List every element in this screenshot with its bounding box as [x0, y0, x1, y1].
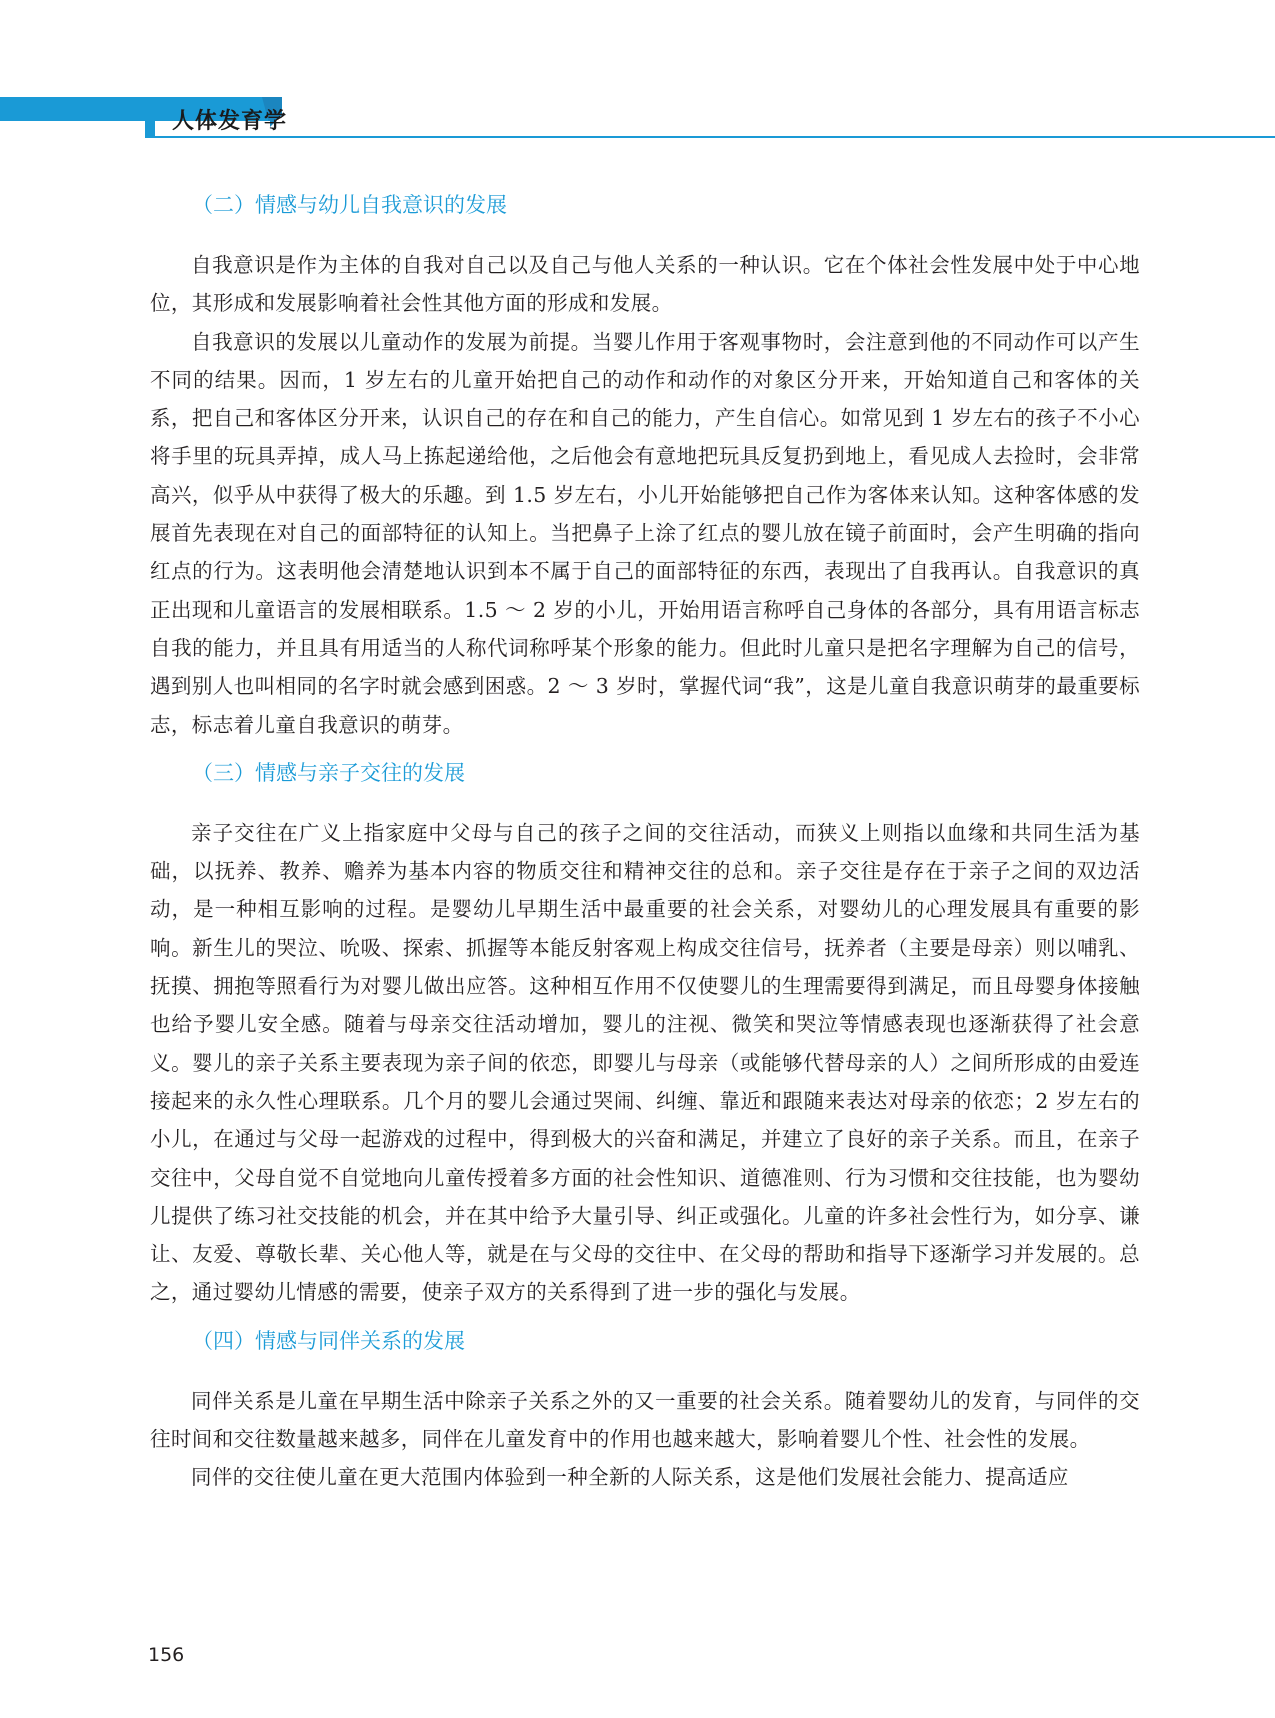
paragraph: 亲子交往在广义上指家庭中父母与自己的孩子之间的交往活动，而狭义上则指以血缘和共同生活为基础，以抚养、教养、赡养为基本内容的物质交往和精神交往的总和。亲子交往是存在于亲子之间的双边活动，是一种相互影响的过程。是婴幼儿早期生活中最重要的社会关系，对婴幼儿的心理发展具有重要的影响。新生儿的哭泣、吮吸、探索、抓握等本能反射客观上构成交往信号，抚养者（主要是母亲）则以哺乳、抚摸、拥抱等照看行为对婴儿做出应答。这种相互作用不仅使婴儿的生理需要得到满足，而且母婴身体接触也给予婴儿安全感。随着与母亲交往活动增加，婴儿的注视、微笑和哭泣等情感表现也逐渐获得了社会意义。婴儿的亲子关系主要表现为亲子间的依恋，即婴儿与母亲（或能够代替母亲的人）之间所形成的由爱连接起来的永久性心理联系。几个月的婴儿会通过哭闹、纠缠、靠近和跟随来表达对母亲的依恋；2 岁左右的小儿，在通过与父母一起游戏的过程中，得到极大的兴奋和满足，并建立了良好的亲子关系。而且，在亲子交往中，父母自觉不自觉地向儿童传授着多方面的社会性知识、道德准则、行为习惯和交往技能，也为婴幼儿提供了练习社交技能的机会，并在其中给予大量引导、纠正或强化。儿童的许多社会性行为，如分享、谦让、友爱、尊敬长辈、关心他人等，就是在与父母的交往中、在父母的帮助和指导下逐渐学习并发展的。总之，通过婴幼儿情感的需要，使亲子双方的关系得到了进一步的强化与发展。: [150, 820, 1140, 1305]
paragraph: 同伴关系是儿童在早期生活中除亲子关系之外的又一重要的社会关系。随着婴幼儿的发育，与同伴的交往时间和交往数量越来越多，同伴在儿童发育中的作用也越来越大，影响着婴儿个性、社会性的发展。: [150, 1388, 1140, 1452]
paragraph: 同伴的交往使儿童在更大范围内体验到一种全新的人际关系，这是他们发展社会能力、提高适应: [191, 1465, 1069, 1490]
page-number: 156: [148, 1644, 185, 1666]
section: [150, 1326, 1140, 1497]
section: [150, 190, 1140, 744]
section-heading: （二）情感与幼儿自我意识的发展: [192, 193, 507, 217]
page-content: [150, 190, 1140, 1497]
section-heading: （四）情感与同伴关系的发展: [192, 1328, 465, 1353]
paragraph: 自我意识的发展以儿童动作的发展为前提。当婴儿作用于客观事物时，会注意到他的不同动作可以产生不同的结果。因而，1 岁左右的儿童开始把自己的动作和动作的对象区分开来，开始知道自己和客体的关系，把自己和客体区分开来，认识自己的存在和自己的能力，产生自信心。如常见到 1 岁左右的孩子不小心将手里的玩具弄掉，成人马上拣起递给他，之后他会有意地把玩具反复扔到地上，看见成人去捡时，会非常高兴，似乎从中获得了极大的乐趣。到 1.5 岁左右，小儿开始能够把自己作为客体来认知。这种客体感的发展首先表现在对自己的面部特征的认知上。当把鼻子上涂了红点的婴儿放在镜子前面时，会产生明确的指向红点的行为。这表明他会清楚地认识到本不属于自己的面部特征的东西，表现出了自我再认。自我意识的真正出现和儿童语言的发展相联系。1.5 ～ 2 岁的小儿，开始用语言称呼自己身体的各部分，具有用语言标志自我的能力，并且具有用适当的人称代词称呼某个形象的能力。但此时儿童只是把名字理解为自己的信号，遇到别人也叫相同的名字时就会感到困惑。2 ～ 3 岁时，掌握代词“我”，这是儿童自我意识萌芽的最重要标志，标志着儿童自我意识的萌芽。: [150, 329, 1140, 737]
section: [150, 758, 1140, 1312]
section-heading: （三）情感与亲子交往的发展: [192, 760, 465, 785]
paragraph: 自我意识是作为主体的自我对自己以及自己与他人关系的一种认识。它在个体社会性发展中处于中心地位，其形成和发展影响着社会性其他方面的形成和发展。: [150, 253, 1140, 316]
book-title: 人体发育学: [172, 109, 288, 134]
